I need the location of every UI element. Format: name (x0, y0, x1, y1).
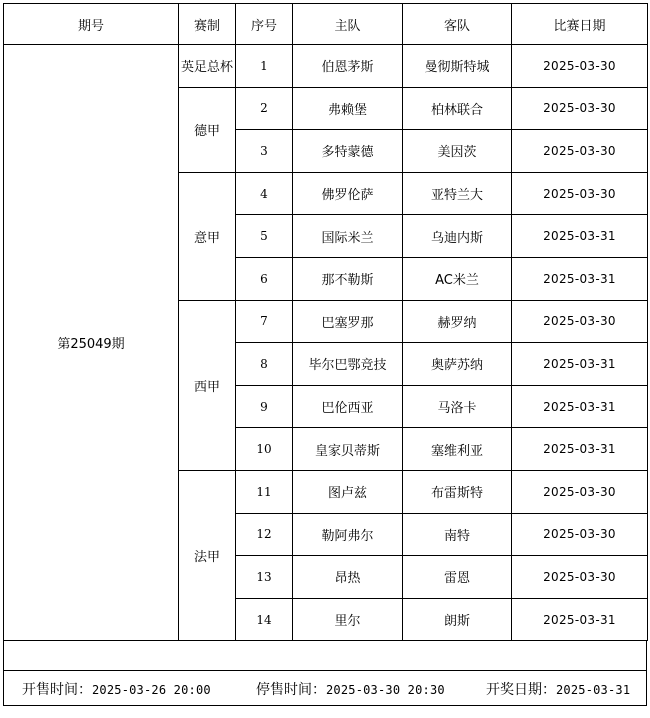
match-no-cell: 13 (236, 556, 293, 599)
home-team-cell: 里尔 (293, 598, 403, 641)
match-no-cell: 11 (236, 470, 293, 513)
sale-stop-info (256, 679, 445, 699)
match-date-cell: 2025-03-30 (512, 87, 648, 130)
home-team-cell: 弗赖堡 (293, 87, 403, 130)
away-team-cell: 美因茨 (403, 130, 512, 173)
match-no-cell: 4 (236, 172, 293, 215)
match-date-cell: 2025-03-31 (512, 343, 648, 386)
away-team-cell: AC米兰 (403, 257, 512, 300)
header-home: 主队 (293, 4, 403, 45)
home-team-cell: 毕尔巴鄂竞技 (293, 343, 403, 386)
away-team-cell: 马洛卡 (403, 385, 512, 428)
draw-date-value: 2025-03-31 (556, 683, 631, 697)
home-team-cell: 多特蒙德 (293, 130, 403, 173)
home-team-cell: 勒阿弗尔 (293, 513, 403, 556)
header-away: 客队 (403, 4, 512, 45)
match-date-cell: 2025-03-30 (512, 513, 648, 556)
header-row (4, 4, 648, 45)
match-no-cell: 10 (236, 428, 293, 471)
away-team-cell: 赫罗纳 (403, 300, 512, 343)
away-team-cell: 曼彻斯特城 (403, 45, 512, 88)
competition-cell: 意甲 (179, 172, 236, 300)
home-team-cell: 佛罗伦萨 (293, 172, 403, 215)
match-date-cell: 2025-03-31 (512, 385, 648, 428)
away-team-cell: 布雷斯特 (403, 470, 512, 513)
match-no-cell: 8 (236, 343, 293, 386)
home-team-cell: 昂热 (293, 556, 403, 599)
table-row (4, 45, 648, 88)
away-team-cell: 亚特兰大 (403, 172, 512, 215)
match-date-cell: 2025-03-31 (512, 215, 648, 258)
competition-cell: 法甲 (179, 470, 236, 640)
match-date-cell: 2025-03-30 (512, 45, 648, 88)
match-no-cell: 5 (236, 215, 293, 258)
competition-cell: 英足总杯 (179, 45, 236, 88)
match-date-cell: 2025-03-31 (512, 428, 648, 471)
sale-start-info (22, 679, 211, 699)
home-team-cell: 伯恩茅斯 (293, 45, 403, 88)
away-team-cell: 南特 (403, 513, 512, 556)
draw-date-info (486, 679, 630, 699)
sale-info-footer (3, 671, 647, 706)
match-date-cell: 2025-03-30 (512, 172, 648, 215)
match-date-cell: 2025-03-31 (512, 257, 648, 300)
home-team-cell: 国际米兰 (293, 215, 403, 258)
match-date-cell: 2025-03-30 (512, 556, 648, 599)
match-date-cell: 2025-03-30 (512, 470, 648, 513)
sale-start-label: 开售时间： (22, 682, 92, 698)
match-no-cell: 12 (236, 513, 293, 556)
home-team-cell: 皇家贝蒂斯 (293, 428, 403, 471)
match-date-cell: 2025-03-31 (512, 598, 648, 641)
header-issue: 期号 (4, 4, 179, 45)
competition-cell: 西甲 (179, 300, 236, 470)
header-date: 比赛日期 (512, 4, 648, 45)
match-no-cell: 3 (236, 130, 293, 173)
blank-row (3, 640, 647, 671)
sale-start-value: 2025-03-26 20:00 (92, 683, 211, 697)
header-competition: 赛制 (179, 4, 236, 45)
home-team-cell: 那不勒斯 (293, 257, 403, 300)
match-no-cell: 2 (236, 87, 293, 130)
away-team-cell: 朗斯 (403, 598, 512, 641)
away-team-cell: 柏林联合 (403, 87, 512, 130)
home-team-cell: 巴伦西亚 (293, 385, 403, 428)
match-no-cell: 7 (236, 300, 293, 343)
match-schedule-table (3, 3, 648, 641)
sale-stop-value: 2025-03-30 20:30 (326, 683, 445, 697)
away-team-cell: 雷恩 (403, 556, 512, 599)
away-team-cell: 奥萨苏纳 (403, 343, 512, 386)
home-team-cell: 图卢兹 (293, 470, 403, 513)
match-date-cell: 2025-03-30 (512, 130, 648, 173)
match-no-cell: 1 (236, 45, 293, 88)
match-no-cell: 6 (236, 257, 293, 300)
away-team-cell: 塞维利亚 (403, 428, 512, 471)
sale-stop-label: 停售时间： (256, 682, 326, 698)
issue-cell: 第25049期 (4, 45, 179, 641)
header-no: 序号 (236, 4, 293, 45)
match-no-cell: 14 (236, 598, 293, 641)
home-team-cell: 巴塞罗那 (293, 300, 403, 343)
draw-date-label: 开奖日期： (486, 682, 556, 698)
away-team-cell: 乌迪内斯 (403, 215, 512, 258)
match-no-cell: 9 (236, 385, 293, 428)
match-date-cell: 2025-03-30 (512, 300, 648, 343)
competition-cell: 德甲 (179, 87, 236, 172)
